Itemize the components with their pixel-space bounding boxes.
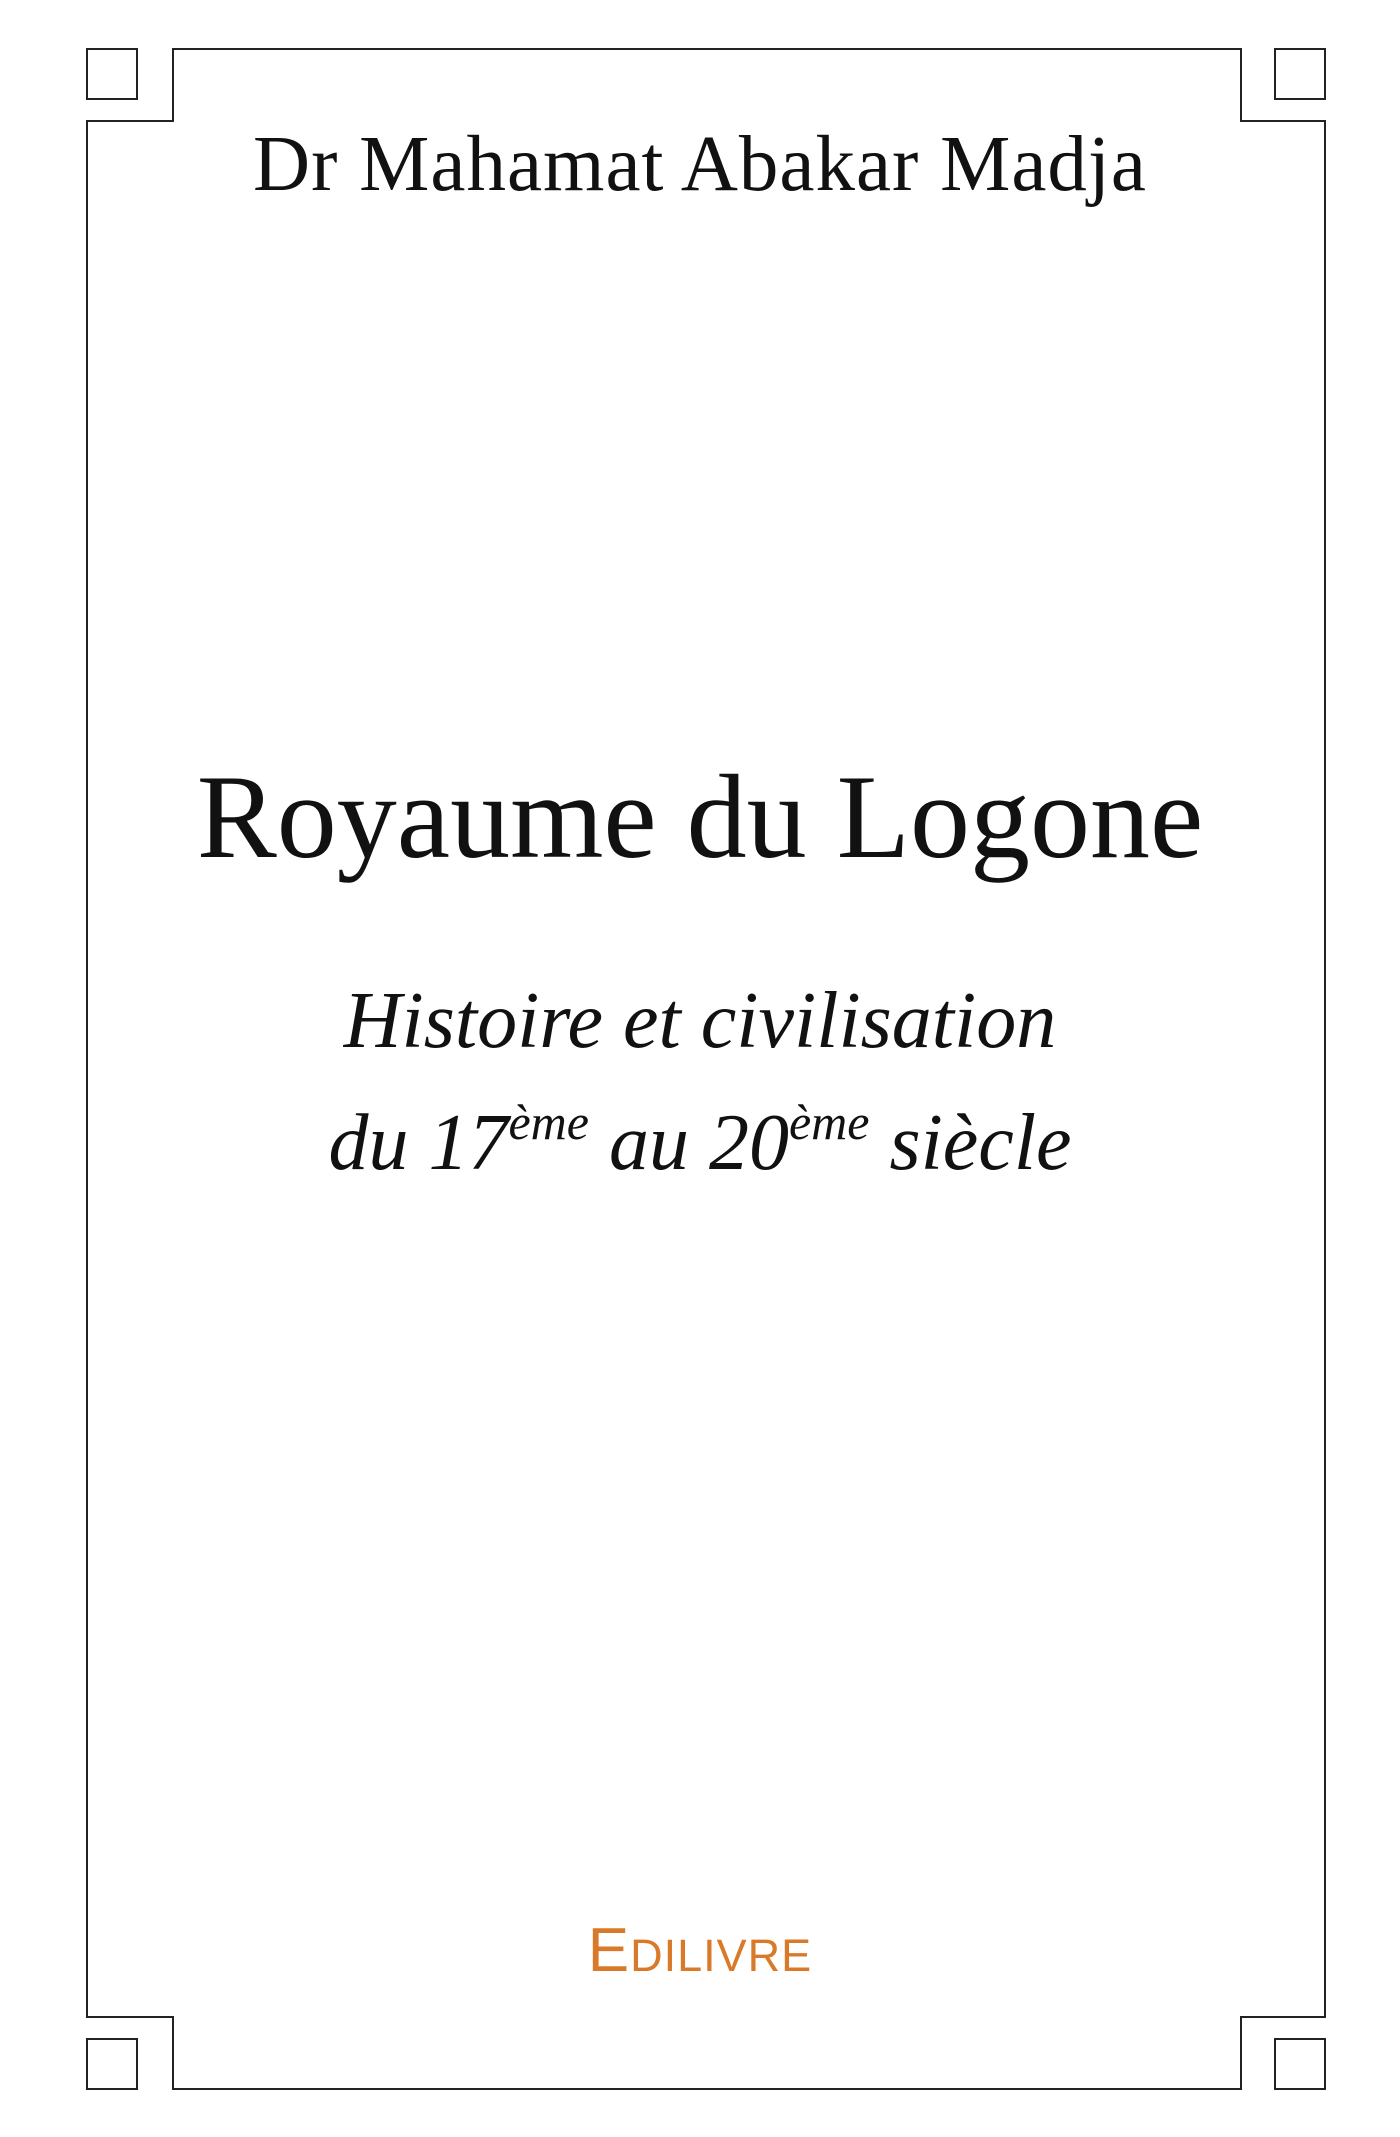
subtitle-ordinal-1: ème [508,1094,589,1150]
subtitle-line-2 [0,1082,1400,1213]
book-subtitle [0,960,1400,1213]
subtitle-part-b: au 20 [588,1099,789,1187]
corner-square-top-left [87,49,137,99]
corner-square-bottom-right [1275,2039,1325,2089]
corner-square-bottom-left [87,2039,137,2089]
subtitle-line-1: Histoire et civilisation [343,977,1057,1065]
publisher-logo [0,1916,1400,1985]
subtitle-part-c: siècle [869,1099,1072,1187]
corner-square-top-right [1275,49,1325,99]
subtitle-ordinal-2: ème [788,1094,870,1150]
publisher-rest: DILIVRE [630,1930,813,1981]
book-title: Royaume du Logone [196,750,1204,883]
author-name: Dr Mahamat Abakar Madja [253,121,1147,208]
publisher-initial: E [587,1916,631,1985]
subtitle-part-a: du 17 [328,1099,509,1187]
